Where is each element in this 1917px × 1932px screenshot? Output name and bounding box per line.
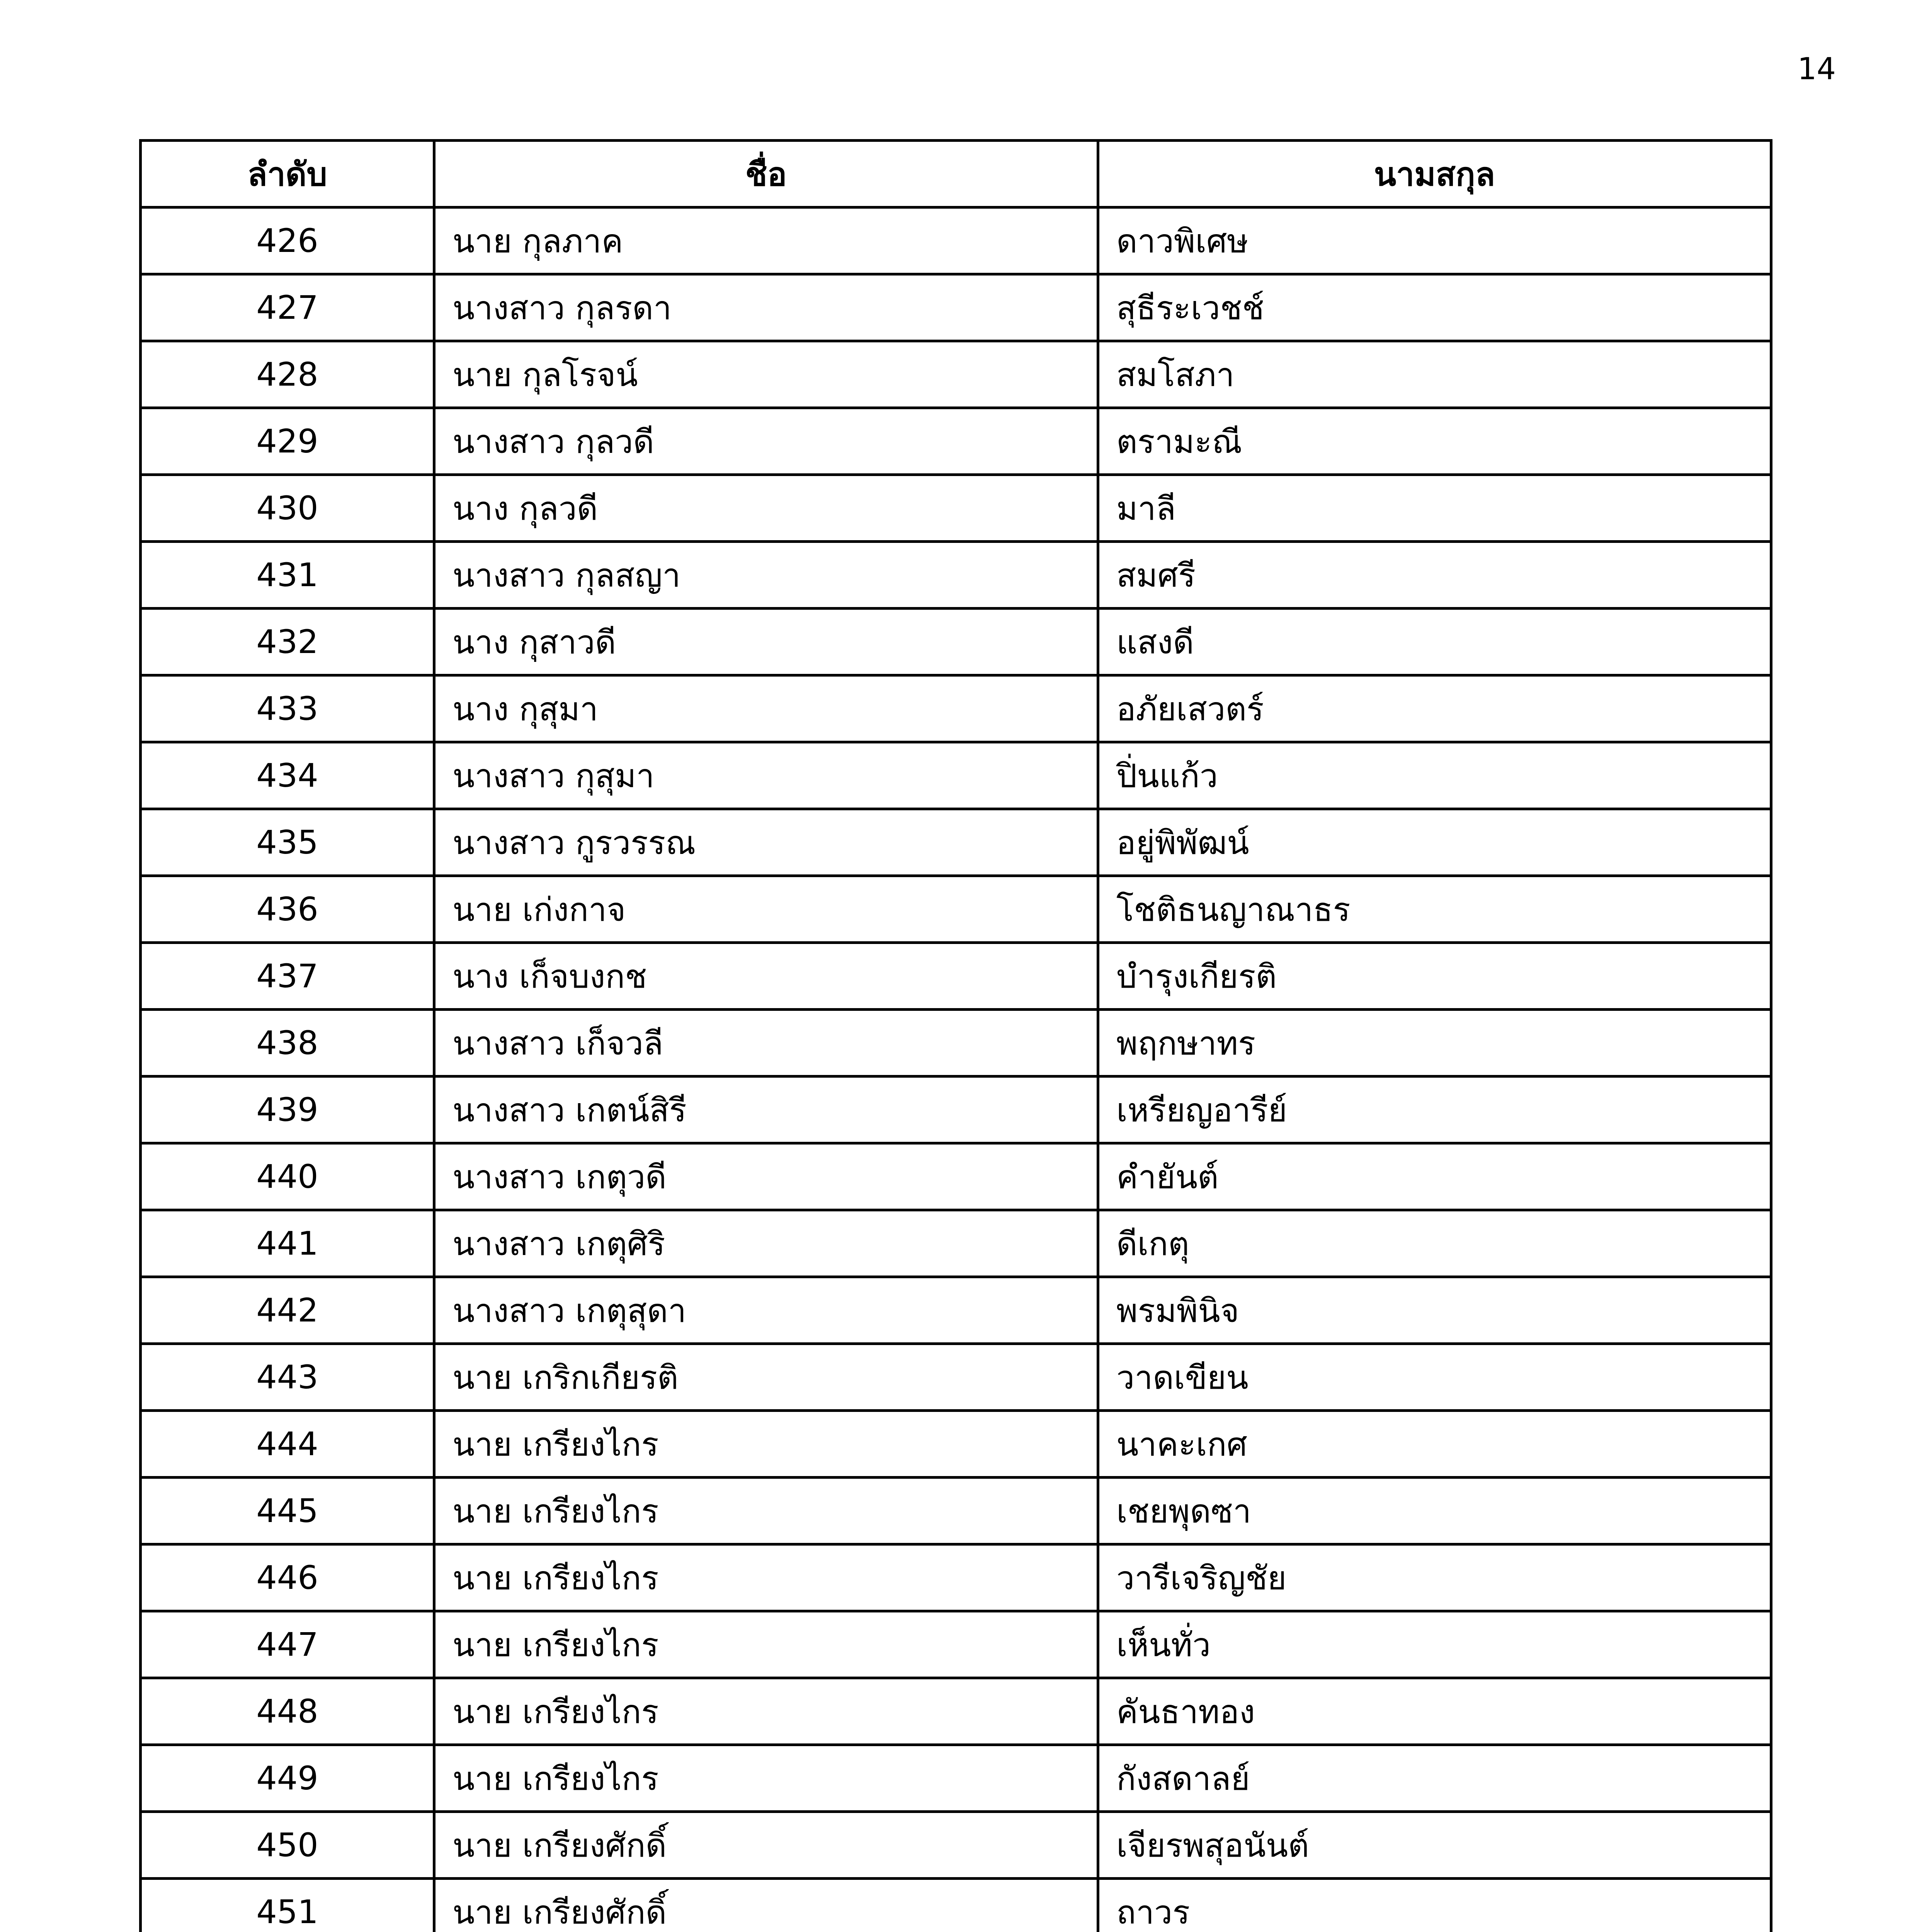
header-first-name: ชื่อ	[434, 141, 1098, 207]
last-name-cell: เห็นทั่ว	[1098, 1611, 1771, 1678]
row-number: 431	[141, 542, 434, 609]
last-name-cell: เหรียญอารีย์	[1098, 1077, 1771, 1143]
row-number: 444	[141, 1411, 434, 1478]
table-row	[141, 408, 1771, 475]
last-name-cell: อภัยเสวตร์	[1098, 675, 1771, 742]
last-name-cell: เชยพุดซา	[1098, 1478, 1771, 1544]
page-number: 14	[1797, 52, 1836, 87]
row-number: 441	[141, 1210, 434, 1277]
first-name-cell: นางสาว กุลรดา	[434, 274, 1098, 341]
row-number: 446	[141, 1544, 434, 1611]
first-name-cell: นาย เก่งกาจ	[434, 876, 1098, 943]
row-number: 426	[141, 207, 434, 274]
first-name-cell: นาย เกรียงไกร	[434, 1678, 1098, 1745]
row-number: 430	[141, 475, 434, 542]
row-number: 439	[141, 1077, 434, 1143]
table-row	[141, 1745, 1771, 1812]
row-number: 438	[141, 1010, 434, 1077]
last-name-cell: นาคะเกศ	[1098, 1411, 1771, 1478]
name-list-table	[139, 139, 1772, 1932]
row-number: 437	[141, 943, 434, 1010]
table-row	[141, 475, 1771, 542]
last-name-cell: อยู่พิพัฒน์	[1098, 809, 1771, 876]
table-row	[141, 1879, 1771, 1932]
header-last-name: นามสกุล	[1098, 141, 1771, 207]
row-number: 448	[141, 1678, 434, 1745]
first-name-cell: นาย เกรียงศักดิ์	[434, 1879, 1098, 1932]
first-name-cell: นาง กุสาวดี	[434, 609, 1098, 675]
last-name-cell: โชติธนญาณาธร	[1098, 876, 1771, 943]
row-number: 427	[141, 274, 434, 341]
first-name-cell: นาย เกรียงศักดิ์	[434, 1812, 1098, 1879]
row-number: 449	[141, 1745, 434, 1812]
row-number: 433	[141, 675, 434, 742]
table-row	[141, 609, 1771, 675]
header-row	[141, 141, 1771, 207]
first-name-cell: นาง กุสุมา	[434, 675, 1098, 742]
table-row	[141, 207, 1771, 274]
header-no: ลำดับ	[141, 141, 434, 207]
last-name-cell: คันธาทอง	[1098, 1678, 1771, 1745]
last-name-cell: ดาวพิเศษ	[1098, 207, 1771, 274]
table-body	[141, 207, 1771, 1932]
last-name-cell: บำรุงเกียรติ	[1098, 943, 1771, 1010]
last-name-cell: คำยันต์	[1098, 1143, 1771, 1210]
row-number: 429	[141, 408, 434, 475]
table-row	[141, 1143, 1771, 1210]
row-number: 435	[141, 809, 434, 876]
first-name-cell: นาย เกรียงไกร	[434, 1478, 1098, 1544]
first-name-cell: นางสาว เกตุสุดา	[434, 1277, 1098, 1344]
table-row	[141, 675, 1771, 742]
table-row	[141, 1611, 1771, 1678]
row-number: 434	[141, 742, 434, 809]
first-name-cell: นาย เกรียงไกร	[434, 1544, 1098, 1611]
last-name-cell: ถาวร	[1098, 1879, 1771, 1932]
first-name-cell: นาย กุลโรจน์	[434, 341, 1098, 408]
row-number: 443	[141, 1344, 434, 1411]
table-row	[141, 542, 1771, 609]
first-name-cell: นางสาว เกตน์สิรี	[434, 1077, 1098, 1143]
row-number: 447	[141, 1611, 434, 1678]
row-number: 451	[141, 1879, 434, 1932]
first-name-cell: นาย กุลภาค	[434, 207, 1098, 274]
table-row	[141, 742, 1771, 809]
row-number: 445	[141, 1478, 434, 1544]
table-row	[141, 943, 1771, 1010]
last-name-cell: วาดเขียน	[1098, 1344, 1771, 1411]
table-row	[141, 341, 1771, 408]
first-name-cell: นาย เกรียงไกร	[434, 1745, 1098, 1812]
last-name-cell: ดีเกตุ	[1098, 1210, 1771, 1277]
last-name-cell: กังสดาลย์	[1098, 1745, 1771, 1812]
last-name-cell: สมโสภา	[1098, 341, 1771, 408]
last-name-cell: วารีเจริญชัย	[1098, 1544, 1771, 1611]
last-name-cell: พรมพินิจ	[1098, 1277, 1771, 1344]
table-row	[141, 1411, 1771, 1478]
table-row	[141, 1210, 1771, 1277]
table-row	[141, 1077, 1771, 1143]
last-name-cell: ปิ่นแก้ว	[1098, 742, 1771, 809]
first-name-cell: นางสาว กุลสญา	[434, 542, 1098, 609]
last-name-cell: พฤกษาทร	[1098, 1010, 1771, 1077]
table-row	[141, 1010, 1771, 1077]
first-name-cell: นาย เกรียงไกร	[434, 1611, 1098, 1678]
last-name-cell: มาลี	[1098, 475, 1771, 542]
table-row	[141, 1678, 1771, 1745]
table-row	[141, 1812, 1771, 1879]
table-row	[141, 1344, 1771, 1411]
row-number: 436	[141, 876, 434, 943]
first-name-cell: นางสาว เกตุวดี	[434, 1143, 1098, 1210]
first-name-cell: นาย เกรียงไกร	[434, 1411, 1098, 1478]
row-number: 440	[141, 1143, 434, 1210]
first-name-cell: นางสาว เก็จวลี	[434, 1010, 1098, 1077]
last-name-cell: ตรามะณี	[1098, 408, 1771, 475]
table-row	[141, 876, 1771, 943]
first-name-cell: นางสาว เกตุศิริ	[434, 1210, 1098, 1277]
first-name-cell: นาย เกริกเกียรติ	[434, 1344, 1098, 1411]
last-name-cell: เจียรพสุอนันต์	[1098, 1812, 1771, 1879]
row-number: 432	[141, 609, 434, 675]
table-row	[141, 809, 1771, 876]
row-number: 428	[141, 341, 434, 408]
first-name-cell: นาง กุลวดี	[434, 475, 1098, 542]
first-name-cell: นางสาว กูรวรรณ	[434, 809, 1098, 876]
last-name-cell: แสงดี	[1098, 609, 1771, 675]
table-row	[141, 1478, 1771, 1544]
table-row	[141, 1544, 1771, 1611]
table-row	[141, 1277, 1771, 1344]
last-name-cell: สุธีระเวชช์	[1098, 274, 1771, 341]
table-header	[141, 141, 1771, 207]
row-number: 442	[141, 1277, 434, 1344]
row-number: 450	[141, 1812, 434, 1879]
last-name-cell: สมศรี	[1098, 542, 1771, 609]
first-name-cell: นาง เก็จบงกช	[434, 943, 1098, 1010]
table-row	[141, 274, 1771, 341]
first-name-cell: นางสาว กุลวดี	[434, 408, 1098, 475]
first-name-cell: นางสาว กุสุมา	[434, 742, 1098, 809]
